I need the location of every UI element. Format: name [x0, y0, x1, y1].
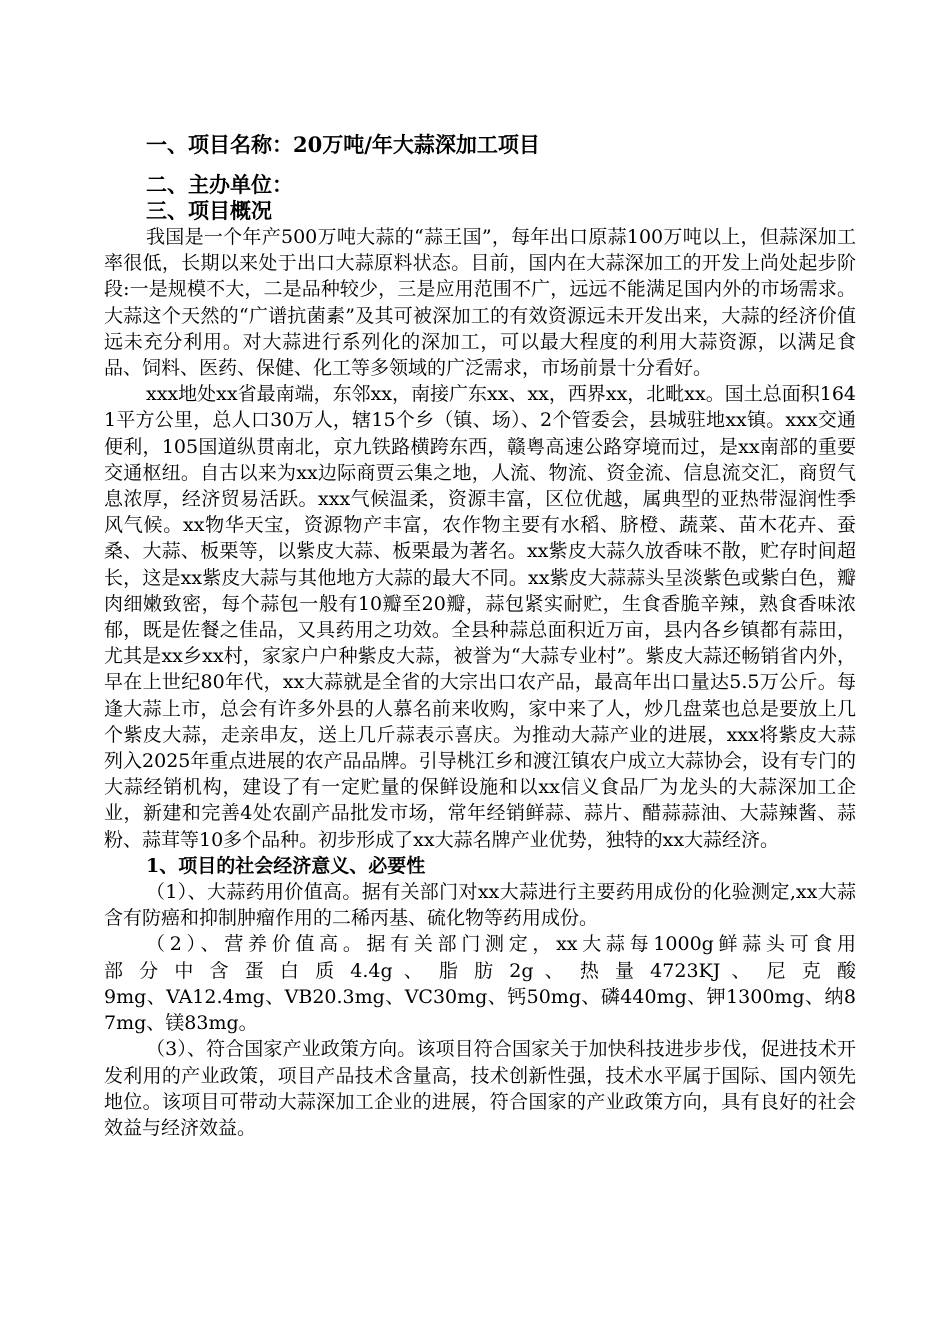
- significance-item-2-line-2: 部 分 中 含 蛋 白 质 4.4g 、 脂 肪 2g 、 热 量 4723KJ 、 尼 克 酸: [104, 959, 856, 982]
- host-unit-heading: 二、主办单位：: [146, 172, 293, 197]
- project-name-heading: 一、项目名称：20万吨/年大蒜深加工项目: [146, 132, 540, 157]
- significance-item-2-rest: 9mg、VA12.4mg、VB20.3mg、VC30mg、钙50mg、磷440mg、钾1300mg、纳87mg、镁83mg。: [104, 985, 856, 1035]
- overview-paragraph-2: xxx地处xx省最南端，东邻xx，南接广东xx、xx，西界xx，北毗xx。国土总面积1641平方公里，总人口30万人，辖15个乡（镇、场）、2个管委会，县城驻地xx镇。xxx交通便利，105国道纵贯南北，京九铁路横跨东西，赣粤高速公路穿境而过，是xx南部的重要交通枢纽。自古以来为xx边际商贾云集之地，人流、物流、资金流、信息流交汇，商贸气息浓厚，经济贸易活跃。xxx气候温柔，资源丰富，区位优越，属典型的亚热带湿润性季风气候。xx物华天宝，资源物产丰富，农作物主要有水稻、脐橙、蔬菜、苗木花卉、蚕桑、大蒜、板栗等，以紫皮大蒜、板栗最为著名。xx紫皮大蒜久放香味不散，贮存时间超长，这是xx紫皮大蒜与其他地方大蒜的最大不同。xx紫皮大蒜蒜头呈淡紫色或紫白色，瓣肉细嫩致密，每个蒜包一般有10瓣至20瓣，蒜包紧实耐贮，生食香脆辛辣，熟食香味浓郁，既是佐餐之佳品，又具药用之功效。全县种蒜总面积近万亩，县内各乡镇都有蒜田，尤其是xx乡xx村，家家户户种紫皮大蒜，被誉为“大蒜专业村”。紫皮大蒜还畅销省内外，早在上世纪80年代，xx大蒜就是全省的大宗出口农产品，最高年出口量达5.5万公斤。每逢大蒜上市，总会有许多外县的人慕名前来收购，家中来了人，炒几盘菜也总是要放上几个紫皮大蒜，走亲串友，送上几斤蒜表示喜庆。为推动大蒜产业的进展，xxx将紫皮大蒜列入2025年重点进展的农产品品牌。引导桃江乡和渡江镇农户成立大蒜协会，设有专门的大蒜经销机构，建设了有一定贮量的保鲜设施和以xx信义食品厂为龙头的大蒜深加工企业，新建和完善4处农副产品批发市场，常年经销鲜蒜、蒜片、醋蒜蒜油、大蒜辣酱、蒜粉、蒜茸等10多个品种。初步形成了xx大蒜名牌产业优势，独特的xx大蒜经济。: [104, 383, 856, 851]
- significance-item-1: （1）、大蒜药用价值高。据有关部门对xx大蒜进行主要药用成份的化验测定,xx大蒜含有防癌和抑制肿瘤作用的二稀丙基、硫化物等药用成份。: [104, 881, 856, 930]
- project-overview-heading: 三、项目概况: [146, 198, 272, 223]
- significance-item-3: （3）、符合国家产业政策方向。该项目符合国家关于加快科技进步步伐，促进技术开发利用的产业政策，项目产品技术含量高，技术创新性强，技术水平属于国际、国内领先地位。该项目可带动大蒜深加工企业的进展，符合国家的产业政策方向，具有良好的社会效益与经济效益。: [104, 1038, 856, 1139]
- document-page: [104, 132, 856, 1141]
- significance-item-2-line-1: （2）、营养价值高。据有关部门测定，xx大蒜每1000g鲜蒜头可食用: [146, 933, 856, 956]
- significance-subheading: 1、项目的社会经济意义、必要性: [146, 854, 426, 877]
- overview-paragraph-1: 我国是一个年产500万吨大蒜的“蒜王国”，每年出口原蒜100万吨以上，但蒜深加工率很低，长期以来处于出口大蒜原料状态。目前，国内在大蒜深加工的开发上尚处起步阶段:一是规模不大，二是品种较少，三是应用范围不广，远远不能满足国内外的市场需求。大蒜这个天然的“广谱抗菌素”及其可被深加工的有效资源远未开发出来，大蒜的经济价值远未充分利用。对大蒜进行系列化的深加工，可以最大程度的利用大蒜资源，以满足食品、饲料、医药、保健、化工等多领域的广泛需求，市场前景十分看好。: [104, 226, 856, 380]
